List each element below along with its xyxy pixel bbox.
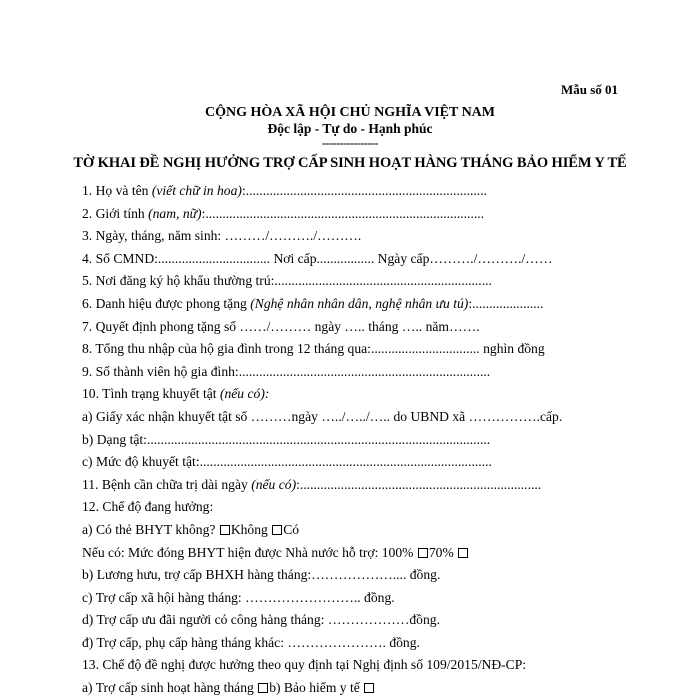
checkbox-100-percent[interactable] — [418, 548, 428, 558]
field-birth-date[interactable]: 3. Ngày, tháng, năm sinh: ………/………./………. — [82, 228, 362, 244]
field-other-allowance[interactable]: đ) Trợ cấp, phụ cấp hàng tháng khác: …………………. đồng. — [82, 634, 420, 650]
field-full-name[interactable]: 1. Họ và tên (viết chữ in hoa):....................................................................... — [82, 183, 488, 198]
field-insurance-support-level: Nếu có: Mức đóng BHYT hiện được Nhà nước hỗ trợ: 100% 70% — [82, 542, 642, 565]
national-motto: Độc lập - Tự do - Hạnh phúc — [267, 121, 433, 136]
field-disability-level[interactable]: c) Mức độ khuyết tật:...................................................................................... — [82, 454, 492, 470]
checkbox-yes[interactable] — [272, 525, 282, 535]
checkbox-health-insurance[interactable] — [364, 683, 374, 693]
field-title-awarded[interactable]: 6. Danh hiệu được phong tặng (Nghệ nhân nhân dân, nghệ nhân ưu tú):..................... — [82, 295, 544, 311]
field-merit-allowance[interactable]: d) Trợ cấp ưu đãi người có công hàng tháng: ………………đồng. — [82, 612, 440, 628]
form-body — [82, 180, 642, 700]
checkbox-no[interactable] — [220, 525, 230, 535]
field-gender[interactable]: 2. Giới tính (nam, nữ):.................................................................................. — [82, 205, 485, 221]
field-long-term-illness[interactable]: 11. Bệnh cần chữa trị dài ngày (nếu có):....................................................................... — [82, 476, 542, 492]
field-health-insurance: a) Có thẻ BHYT không? Không Có — [82, 521, 300, 537]
form-code: Mẫu số 01 — [560, 82, 618, 97]
field-award-decision[interactable]: 7. Quyết định phong tặng số ……/……… ngày ….. tháng ….. năm……. — [82, 318, 480, 334]
field-household-income[interactable]: 8. Tổng thu nhập của hộ gia đình trong 12 tháng qua:................................ nghìn đồng — [82, 341, 545, 357]
header-divider: ---------------- — [322, 136, 378, 150]
document-header — [0, 104, 700, 149]
section-disability: 10. Tình trạng khuyết tật (nếu có): — [82, 386, 270, 402]
document-title: TỜ KHAI ĐỀ NGHỊ HƯỞNG TRỢ CẤP SINH HOẠT HÀNG THÁNG BẢO HIỂM Y TẾ — [73, 155, 627, 171]
field-disability-certificate[interactable]: a) Giấy xác nhận khuyết tật số ………ngày …../…../….. do UBND xã …………….cấp. — [82, 408, 563, 424]
field-social-allowance[interactable]: c) Trợ cấp xã hội hàng tháng: …………………….. đồng. — [82, 589, 395, 605]
field-household-members[interactable]: 9. Số thành viên hộ gia đình:.......................................................................... — [82, 363, 491, 379]
checkbox-70-percent[interactable] — [458, 548, 468, 558]
field-id-card[interactable]: 4. Số CMND:................................. Nơi cấp................. Ngày cấp………./………./…… — [82, 250, 553, 266]
nation-name: CỘNG HÒA XÃ HỘI CHỦ NGHĨA VIỆT NAM — [204, 105, 495, 120]
section-requested-benefits: 13. Chế độ đề nghị được hưởng theo quy định tại Nghị định số 109/2015/NĐ-CP: — [82, 657, 527, 673]
field-disability-type[interactable]: b) Dạng tật:..................................................................................................... — [82, 431, 491, 447]
field-residence[interactable]: 5. Nơi đăng ký hộ khẩu thường trú:................................................................ — [82, 273, 492, 289]
field-pension[interactable]: b) Lương hưu, trợ cấp BHXH hàng tháng:……………….... đồng. — [82, 567, 441, 583]
section-current-benefits: 12. Chế độ đang hưởng: — [82, 499, 214, 515]
checkbox-monthly-allowance[interactable] — [258, 683, 268, 693]
field-requested-options: a) Trợ cấp sinh hoạt hàng tháng b) Bảo hiểm y tế — [82, 677, 642, 700]
